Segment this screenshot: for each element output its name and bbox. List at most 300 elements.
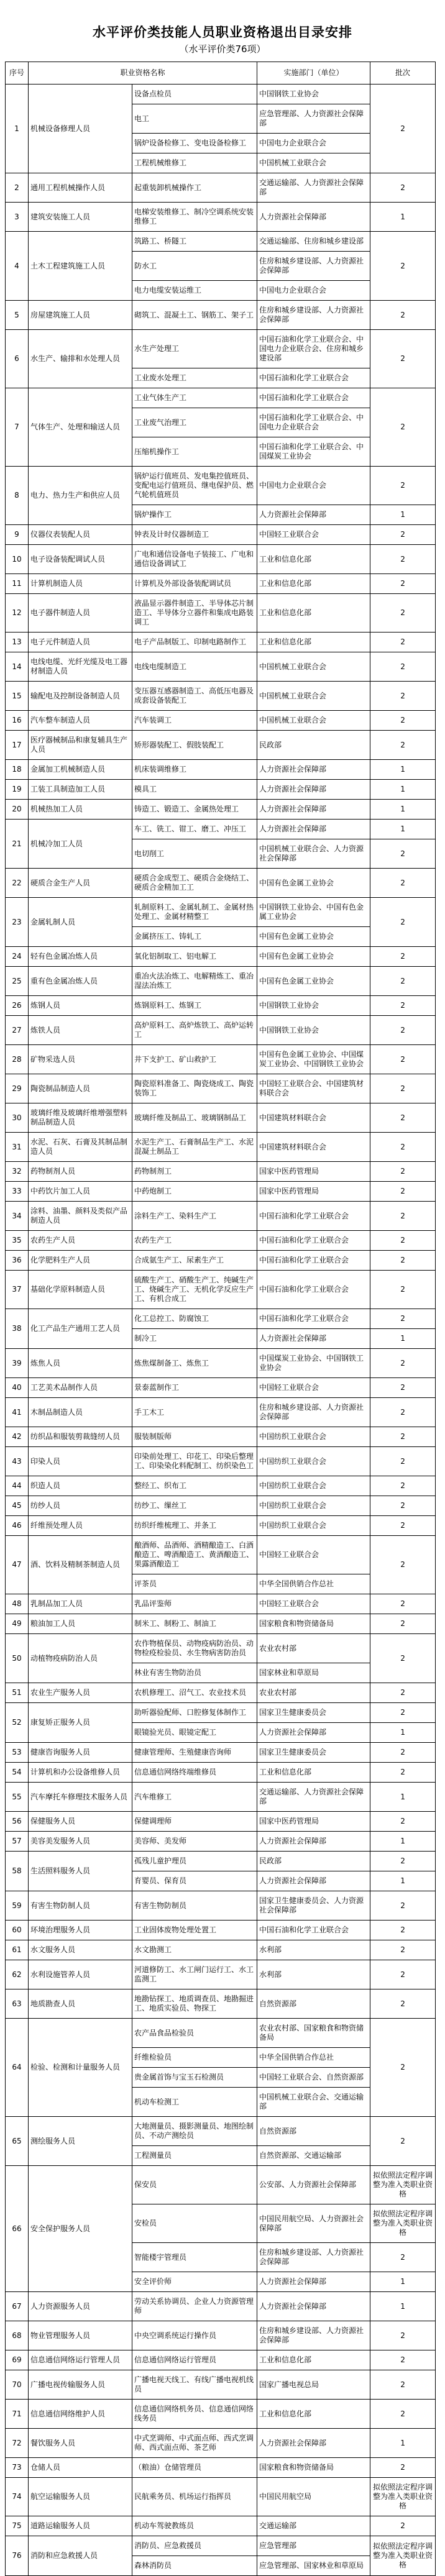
qualification-cell: 机动车驾驶教练员: [132, 2516, 257, 2536]
row-number: 7: [6, 388, 29, 467]
category-cell: 机械冷加工人员: [29, 820, 132, 869]
row-number: 22: [6, 869, 29, 898]
table-row: [6, 898, 436, 927]
table-row: [6, 1398, 436, 1427]
row-number: 20: [6, 800, 29, 820]
qualification-cell: 计算机及外部设备装配调试员: [132, 574, 257, 594]
batch-cell: 2: [370, 731, 436, 760]
table-row: [6, 1852, 436, 1871]
table-row: [6, 1045, 436, 1074]
row-number: 62: [6, 1960, 29, 1989]
department-cell: 人力资源社会保障部: [257, 800, 370, 820]
batch-cell: 2: [370, 1852, 436, 1871]
qualification-cell: 电工: [132, 104, 257, 134]
department-cell: 中国轻工业联合会: [257, 525, 370, 545]
category-cell: 地质勘查人员: [29, 1989, 132, 2019]
department-cell: 中国纺织工业联合会: [257, 1496, 370, 1516]
category-cell: 粮油加工人员: [29, 1614, 132, 1634]
category-cell: 安全保护服务人员: [29, 2166, 132, 2292]
batch-cell: 2: [370, 1476, 436, 1496]
row-number: 54: [6, 1763, 29, 1783]
table-header-row: [6, 62, 436, 84]
row-number: 60: [6, 1921, 29, 1940]
table-row: [6, 1476, 436, 1496]
batch-cell: 2: [370, 1447, 436, 1476]
batch-cell: 2: [370, 682, 436, 711]
table-row: [6, 2292, 436, 2321]
table-row: [6, 1634, 436, 1663]
category-cell: 电力、热力生产和供应人员: [29, 467, 132, 525]
table-row: [6, 467, 436, 505]
qualification-cell: 育婴员、保育员: [132, 1871, 257, 1891]
department-cell: 国家中医药管理局: [257, 1182, 370, 1202]
category-cell: 木制品制造人员: [29, 1398, 132, 1427]
table-row: [6, 1074, 436, 1103]
batch-cell: 2: [370, 301, 436, 330]
table-row: [6, 1103, 436, 1133]
qualification-cell: 农产品食品检验员: [132, 2019, 257, 2048]
qualification-cell: 炼焦煤制备工、炼焦工: [132, 1349, 257, 1378]
batch-cell: 2: [370, 1427, 436, 1447]
department-cell: 工业和信息化部: [257, 574, 370, 594]
category-cell: 酒、饮料及精制茶制造人员: [29, 1536, 132, 1594]
table-row: [6, 2117, 436, 2146]
batch-cell: 1: [370, 800, 436, 820]
department-cell: 中国煤炭工业协会、中国钢铁工业协会: [257, 1349, 370, 1378]
row-number: 18: [6, 760, 29, 780]
department-cell: 国家粮食和物资储备局: [257, 2458, 370, 2478]
department-cell: 人力资源社会保障部: [257, 1723, 370, 1743]
qualification-cell: 陶瓷原料准备工、陶瓷烧成工、陶瓷装饰工: [132, 1074, 257, 1103]
department-cell: 中国有色金属工业协会: [257, 927, 370, 947]
table-row: [6, 869, 436, 898]
category-cell: 仪器仪表装配人员: [29, 525, 132, 545]
category-cell: 涂料、油墨、颜料及类似产品制造人员: [29, 1202, 132, 1231]
table-row: [6, 760, 436, 780]
row-number: 10: [6, 545, 29, 574]
row-number: 44: [6, 1476, 29, 1496]
row-number: 33: [6, 1182, 29, 1202]
category-cell: 乳制品加工人员: [29, 1594, 132, 1614]
table-row: [6, 574, 436, 594]
category-cell: 动植物疫病防治人员: [29, 1634, 132, 1683]
department-cell: 自然资源部: [257, 2117, 370, 2146]
qualification-cell: 锅炉操作工: [132, 505, 257, 525]
batch-cell: 2: [370, 967, 436, 996]
qualification-cell: 劳动关系协调员、企业人力资源管理师: [132, 2292, 257, 2321]
batch-cell: 2: [370, 869, 436, 898]
category-cell: 检验、检测和计量服务人员: [29, 2019, 132, 2117]
row-number: 8: [6, 467, 29, 525]
batch-cell: 2: [370, 947, 436, 967]
department-cell: 住房和城乡建设部、人力资源社会保障部: [257, 301, 370, 330]
qualification-cell: 景泰蓝制作工: [132, 1378, 257, 1398]
table-row: [6, 2458, 436, 2478]
row-number: 41: [6, 1398, 29, 1427]
department-cell: 国家广播电视总局: [257, 2370, 370, 2400]
table-row: [6, 1162, 436, 1182]
qualification-cell: 化工总控工、防腐蚀工: [132, 1309, 257, 1329]
row-number: 42: [6, 1427, 29, 1447]
batch-cell: 2: [370, 711, 436, 731]
category-cell: 通用工程机械操作人员: [29, 173, 132, 203]
qualification-cell: 制米工、制粉工、制油工: [132, 1614, 257, 1634]
qualification-cell: 砌筑工、混凝土工、钢筋工、架子工: [132, 301, 257, 330]
row-number: 71: [6, 2400, 29, 2429]
department-cell: 交通运输部、住房和城乡建设部: [257, 232, 370, 252]
table-row: [6, 1182, 436, 1202]
department-cell: 国家中医药管理局: [257, 1162, 370, 1182]
row-number: 3: [6, 203, 29, 232]
batch-cell: 2: [370, 2117, 436, 2166]
row-number: 11: [6, 574, 29, 594]
qualification-cell: 信息通信网络运行管理员: [132, 2350, 257, 2370]
category-cell: 重有色金属冶炼人员: [29, 967, 132, 996]
row-number: 36: [6, 1251, 29, 1271]
row-number: 35: [6, 1231, 29, 1251]
department-cell: 中国有色金属工业协会、中国煤炭工业协会、中国钢铁工业协会: [257, 1045, 370, 1074]
category-cell: 水利设施管养人员: [29, 1960, 132, 1989]
category-cell: 餐饮服务人员: [29, 2429, 132, 2458]
qualification-cell: 整经工、织布工: [132, 1476, 257, 1496]
department-cell: 公安部、人力资源社会保障部: [257, 2166, 370, 2204]
qualification-cell: 电切削工: [132, 839, 257, 869]
qualification-cell: 药物制剂工: [132, 1162, 257, 1182]
batch-cell: 2: [370, 84, 436, 173]
batch-cell: 拟依照法定程序调整为准入类职业资格: [370, 2536, 436, 2576]
batch-cell: 1: [370, 1832, 436, 1852]
qualification-cell: 工业固体废物处理处置工: [132, 1921, 257, 1940]
category-cell: 电子器件制造人员: [29, 594, 132, 633]
batch-cell: 1: [370, 1871, 436, 1891]
qualification-cell: 电梯安装维修工、制冷空调系统安装维修工: [132, 203, 257, 232]
table-row: [6, 1743, 436, 1763]
department-cell: 中国石油和化学工业联合会: [257, 1202, 370, 1231]
category-cell: 美容美发服务人员: [29, 1832, 132, 1852]
row-number: 56: [6, 1812, 29, 1832]
qualification-cell: 机动车检测工: [132, 2088, 257, 2117]
table-row: [6, 1594, 436, 1614]
page-subtitle: （水平评价类76项）: [179, 43, 266, 55]
qualification-cell: 民航乘务员、机场运行指挥员: [132, 2478, 257, 2516]
category-cell: 基础化学原料制造人员: [29, 1271, 132, 1309]
department-cell: 人力资源社会保障部: [257, 2272, 370, 2292]
department-cell: 人力资源社会保障部: [257, 505, 370, 525]
table-row: [6, 947, 436, 967]
category-cell: 陶瓷制品制造人员: [29, 1074, 132, 1103]
category-cell: 健康咨询服务人员: [29, 1743, 132, 1763]
table-row: [6, 2019, 436, 2048]
department-cell: 住房和城乡建设部、人力资源社会保障部: [257, 1398, 370, 1427]
department-cell: 工业和信息化部: [257, 545, 370, 574]
qualification-cell: 信息通信网络机务员、信息通信网络线务员: [132, 2400, 257, 2429]
table-row: [6, 203, 436, 232]
department-cell: 住房和城乡建设部、人力资源社会保障部: [257, 2243, 370, 2272]
table-row: [6, 1703, 436, 1723]
qualification-cell: 手工木工: [132, 1398, 257, 1427]
qualification-cell: 酿酒师、品酒师、酒精酿造工、白酒酿造工、啤酒酿造工、黄酒酿造工、果露酒酿造工: [132, 1536, 257, 1574]
batch-cell: 2: [370, 2516, 436, 2536]
row-number: 65: [6, 2117, 29, 2166]
department-cell: 交通运输部、人力资源社会保障部: [257, 173, 370, 203]
table-row: [6, 2350, 436, 2370]
batch-cell: 2: [370, 232, 436, 301]
table-row: [6, 1812, 436, 1832]
category-cell: 测绘服务人员: [29, 2117, 132, 2166]
qualification-cell: 矫形器装配工、假肢装配工: [132, 731, 257, 760]
table-row: [6, 84, 436, 104]
department-cell: 中国纺织工业联合会: [257, 1516, 370, 1536]
department-cell: 中国纺织工业联合会: [257, 1447, 370, 1476]
row-number: 52: [6, 1703, 29, 1743]
category-cell: 土木工程建筑施工人员: [29, 232, 132, 301]
category-cell: 道路运输服务人员: [29, 2516, 132, 2536]
row-number: 49: [6, 1614, 29, 1634]
category-cell: 金属轧制人员: [29, 898, 132, 947]
batch-cell: 拟依照法定程序调整为准入类职业资格: [370, 2478, 436, 2516]
category-cell: 织造人员: [29, 1476, 132, 1496]
category-cell: 中药饮片加工人员: [29, 1182, 132, 1202]
department-cell: 国家卫生健康委员会: [257, 1743, 370, 1763]
department-cell: 工业和信息化部: [257, 1763, 370, 1783]
category-cell: 电子设备装配调试人员: [29, 545, 132, 574]
department-cell: 中国机械工业联合会: [257, 652, 370, 682]
batch-cell: 2: [370, 2370, 436, 2400]
category-cell: 水泥、石灰、石膏及其制品制造人员: [29, 1133, 132, 1162]
batch-cell: 2: [370, 1103, 436, 1133]
batch-cell: 2: [370, 1162, 436, 1182]
row-number: 30: [6, 1103, 29, 1133]
qualification-cell: 中式烹调师、中式面点师、西式烹调师、西式面点师、茶艺师: [132, 2429, 257, 2458]
table-row: [6, 594, 436, 633]
qualification-cell: 水文勘测工: [132, 1940, 257, 1960]
batch-cell: 2: [370, 652, 436, 682]
row-number: 74: [6, 2478, 29, 2516]
qualification-cell: 锅炉运行值班员、发电集控值班员、变配电运行值班员、继电保护员、燃气轮机值班员: [132, 467, 257, 505]
batch-cell: 2: [370, 525, 436, 545]
department-cell: 中国纺织工业联合会: [257, 1476, 370, 1496]
batch-cell: 1: [370, 1783, 436, 1812]
table-row: [6, 1783, 436, 1812]
category-cell: 硬质合金生产人员: [29, 869, 132, 898]
qualification-cell: 模具工: [132, 780, 257, 800]
department-cell: 中国石油和化学工业联合会: [257, 368, 370, 388]
table-row: [6, 388, 436, 408]
batch-cell: 2: [370, 1683, 436, 1703]
qualification-cell: 金属挤压工、铸轧工: [132, 927, 257, 947]
category-cell: 化工产品生产通用工艺人员: [29, 1309, 132, 1349]
department-cell: 交通运输部: [257, 2516, 370, 2536]
category-cell: 轻有色金属冶炼人员: [29, 947, 132, 967]
table-row: [6, 330, 436, 368]
row-number: 70: [6, 2370, 29, 2400]
table-row: [6, 731, 436, 760]
qualification-cell: 工业废水处理工: [132, 368, 257, 388]
department-cell: 中国钢铁工业协会: [257, 996, 370, 1016]
qualification-cell: 变压器互感器制造工、高低压电器及成套设备装配工: [132, 682, 257, 711]
qualification-cell: 信息通信网络终端维修员: [132, 1763, 257, 1783]
department-cell: 中国建筑材料联合会: [257, 1103, 370, 1133]
qualification-cell: 农机修理工、沼气工、农业技术员: [132, 1683, 257, 1703]
qualification-cell: 工业废气治理工: [132, 408, 257, 437]
department-cell: 工业和信息化部: [257, 594, 370, 633]
row-number: 73: [6, 2458, 29, 2478]
category-cell: 广播电视传输服务人员: [29, 2370, 132, 2400]
batch-cell: 2: [370, 839, 436, 869]
department-cell: 中国石油和化学工业联合会: [257, 1309, 370, 1329]
department-cell: 国家林业和草原局: [257, 1663, 370, 1683]
qualification-cell: 玻璃纤维及制品工、玻璃钢制品工: [132, 1103, 257, 1133]
qualification-cell: 森林消防员: [132, 2556, 257, 2576]
row-number: 32: [6, 1162, 29, 1182]
qualification-cell: 制冷工: [132, 1329, 257, 1349]
qualification-cell: （粮油）仓储管理员: [132, 2458, 257, 2478]
category-cell: 纺纱人员: [29, 1496, 132, 1516]
category-cell: 计算机和办公设备维修人员: [29, 1763, 132, 1783]
batch-cell: 2: [370, 1634, 436, 1683]
batch-cell: 2: [370, 2321, 436, 2350]
department-cell: 应急管理部、国家林业和草原局: [257, 2556, 370, 2576]
department-cell: 中国轻工业联合会: [257, 1594, 370, 1614]
batch-cell: 2: [370, 1940, 436, 1960]
row-number: 26: [6, 996, 29, 1016]
qualification-cell: 轧制原料工、金属轧制工、金属材热处理工、金属材精整工: [132, 898, 257, 927]
department-cell: 中国电力企业联合会: [257, 281, 370, 301]
batch-cell: 2: [370, 2019, 436, 2117]
batch-cell: 2: [370, 633, 436, 652]
row-number: 24: [6, 947, 29, 967]
table-row: [6, 1231, 436, 1251]
qualification-cell: 起重装卸机械操作工: [132, 173, 257, 203]
department-cell: 人力资源社会保障部: [257, 2429, 370, 2458]
department-cell: 中国轻工业联合会: [257, 1378, 370, 1398]
qualification-cell: 保安员: [132, 2166, 257, 2204]
row-number: 27: [6, 1016, 29, 1045]
batch-cell: 2: [370, 173, 436, 203]
row-number: 23: [6, 898, 29, 947]
batch-cell: 2: [370, 1891, 436, 1921]
category-cell: 消防和应急救援人员: [29, 2536, 132, 2576]
batch-cell: 2: [370, 388, 436, 467]
department-cell: 自然资源部: [257, 1989, 370, 2019]
batch-cell: 2: [370, 1133, 436, 1162]
batch-cell: 2: [370, 2243, 436, 2272]
qualification-cell: 压缩机操作工: [132, 437, 257, 467]
row-number: 68: [6, 2321, 29, 2350]
batch-cell: 2: [370, 1921, 436, 1940]
department-cell: 人力资源社会保障部: [257, 820, 370, 839]
department-cell: 民政部: [257, 1852, 370, 1871]
department-cell: 中国石油和化学工业联合会: [257, 388, 370, 408]
table-row: [6, 2400, 436, 2429]
category-cell: 物业管理服务人员: [29, 2321, 132, 2350]
table-row: [6, 1614, 436, 1634]
qualification-cell: 汽车维修工: [132, 1783, 257, 1812]
category-cell: 水文服务人员: [29, 1940, 132, 1960]
table-row: [6, 1891, 436, 1921]
category-cell: 房屋建筑施工人员: [29, 301, 132, 330]
qualification-cell: 工程测量员: [132, 2146, 257, 2166]
qualification-cell: 钟表及计时仪器制造工: [132, 525, 257, 545]
qualification-cell: 锅炉设备检修工、变电设备检修工: [132, 134, 257, 153]
qualification-cell: 车工、铣工、钳工、磨工、冲压工: [132, 820, 257, 839]
table-row: [6, 525, 436, 545]
qualification-cell: 农作物植保员、动物疫病防治员、动物检疫检验员、水生物病害防治员: [132, 1634, 257, 1663]
department-cell: 应急管理部、人力资源社会保障部: [257, 104, 370, 134]
row-number: 19: [6, 780, 29, 800]
qualification-cell: 机床装调维修工: [132, 760, 257, 780]
qualification-cell: 硬质合金成型工、硬质合金烧结工、硬质合金精加工工: [132, 869, 257, 898]
row-number: 72: [6, 2429, 29, 2458]
batch-cell: 2: [370, 1271, 436, 1309]
table-row: [6, 1496, 436, 1516]
table-row: [6, 1309, 436, 1329]
table-row: [6, 1683, 436, 1703]
table-row: [6, 1989, 436, 2019]
batch-cell: 2: [370, 1516, 436, 1536]
qualification-cell: 防水工: [132, 252, 257, 281]
department-cell: 人力资源社会保障部: [257, 760, 370, 780]
batch-cell: 2: [370, 594, 436, 633]
department-cell: 住房和城乡建设部、人力资源社会保障部: [257, 2321, 370, 2350]
batch-cell: 2: [370, 467, 436, 505]
batch-cell: 2: [370, 2350, 436, 2370]
qualification-cell: 智能楼宇管理员: [132, 2243, 257, 2272]
category-cell: 矿物采选人员: [29, 1045, 132, 1074]
category-cell: 炼钢人员: [29, 996, 132, 1016]
qualification-cell: 汽车装调工: [132, 711, 257, 731]
qualification-cell: 工程机械维修工: [132, 153, 257, 173]
batch-cell: 2: [370, 1349, 436, 1378]
batch-cell: 2: [370, 1074, 436, 1103]
batch-cell: 2: [370, 996, 436, 1016]
qualification-cell: 中央空调系统运行操作员: [132, 2321, 257, 2350]
category-cell: 保健服务人员: [29, 1812, 132, 1832]
qualification-cell: 安检员: [132, 2204, 257, 2243]
table-row: [6, 545, 436, 574]
row-number: 64: [6, 2019, 29, 2117]
row-number: 50: [6, 1634, 29, 1683]
category-cell: 水生产、输排和水处理人员: [29, 330, 132, 388]
batch-cell: 2: [370, 1812, 436, 1832]
row-number: 25: [6, 967, 29, 996]
qualification-cell: 贵金属首饰与宝玉石检测员: [132, 2068, 257, 2088]
table-row: [6, 232, 436, 252]
department-cell: 人力资源社会保障部: [257, 1871, 370, 1891]
table-row: [6, 652, 436, 682]
category-cell: 计算机制造人员: [29, 574, 132, 594]
qualification-cell: 铸造工、锻造工、金属热处理工: [132, 800, 257, 820]
department-cell: 中国石油和化学工业联合会: [257, 1921, 370, 1940]
qualification-cell: 评茶员: [132, 1574, 257, 1594]
qualification-cell: 农药生产工: [132, 1231, 257, 1251]
category-cell: 人力资源服务人员: [29, 2292, 132, 2321]
row-number: 51: [6, 1683, 29, 1703]
qualification-cell: 河道修防工、水工闸门运行工、水工监测工: [132, 1960, 257, 1989]
qualification-cell: 孤残儿童护理员: [132, 1852, 257, 1871]
category-cell: 有害生物防制人员: [29, 1891, 132, 1921]
category-cell: 机械热加工人员: [29, 800, 132, 820]
category-cell: 医疗器械制品和康复辅具生产人员: [29, 731, 132, 760]
department-cell: 中国石油和化学工业联合会、中国电力企业联合会: [257, 408, 370, 437]
department-cell: 中国轻工业联合会: [257, 1536, 370, 1574]
table-row: [6, 2429, 436, 2458]
category-cell: 玻璃纤维及玻璃纤维增强塑料制品制造人员: [29, 1103, 132, 1133]
row-number: 31: [6, 1133, 29, 1162]
department-cell: 自然资源部、交通运输部: [257, 2146, 370, 2166]
department-cell: 中国石油和化学工业联合会: [257, 1251, 370, 1271]
table-row: [6, 301, 436, 330]
